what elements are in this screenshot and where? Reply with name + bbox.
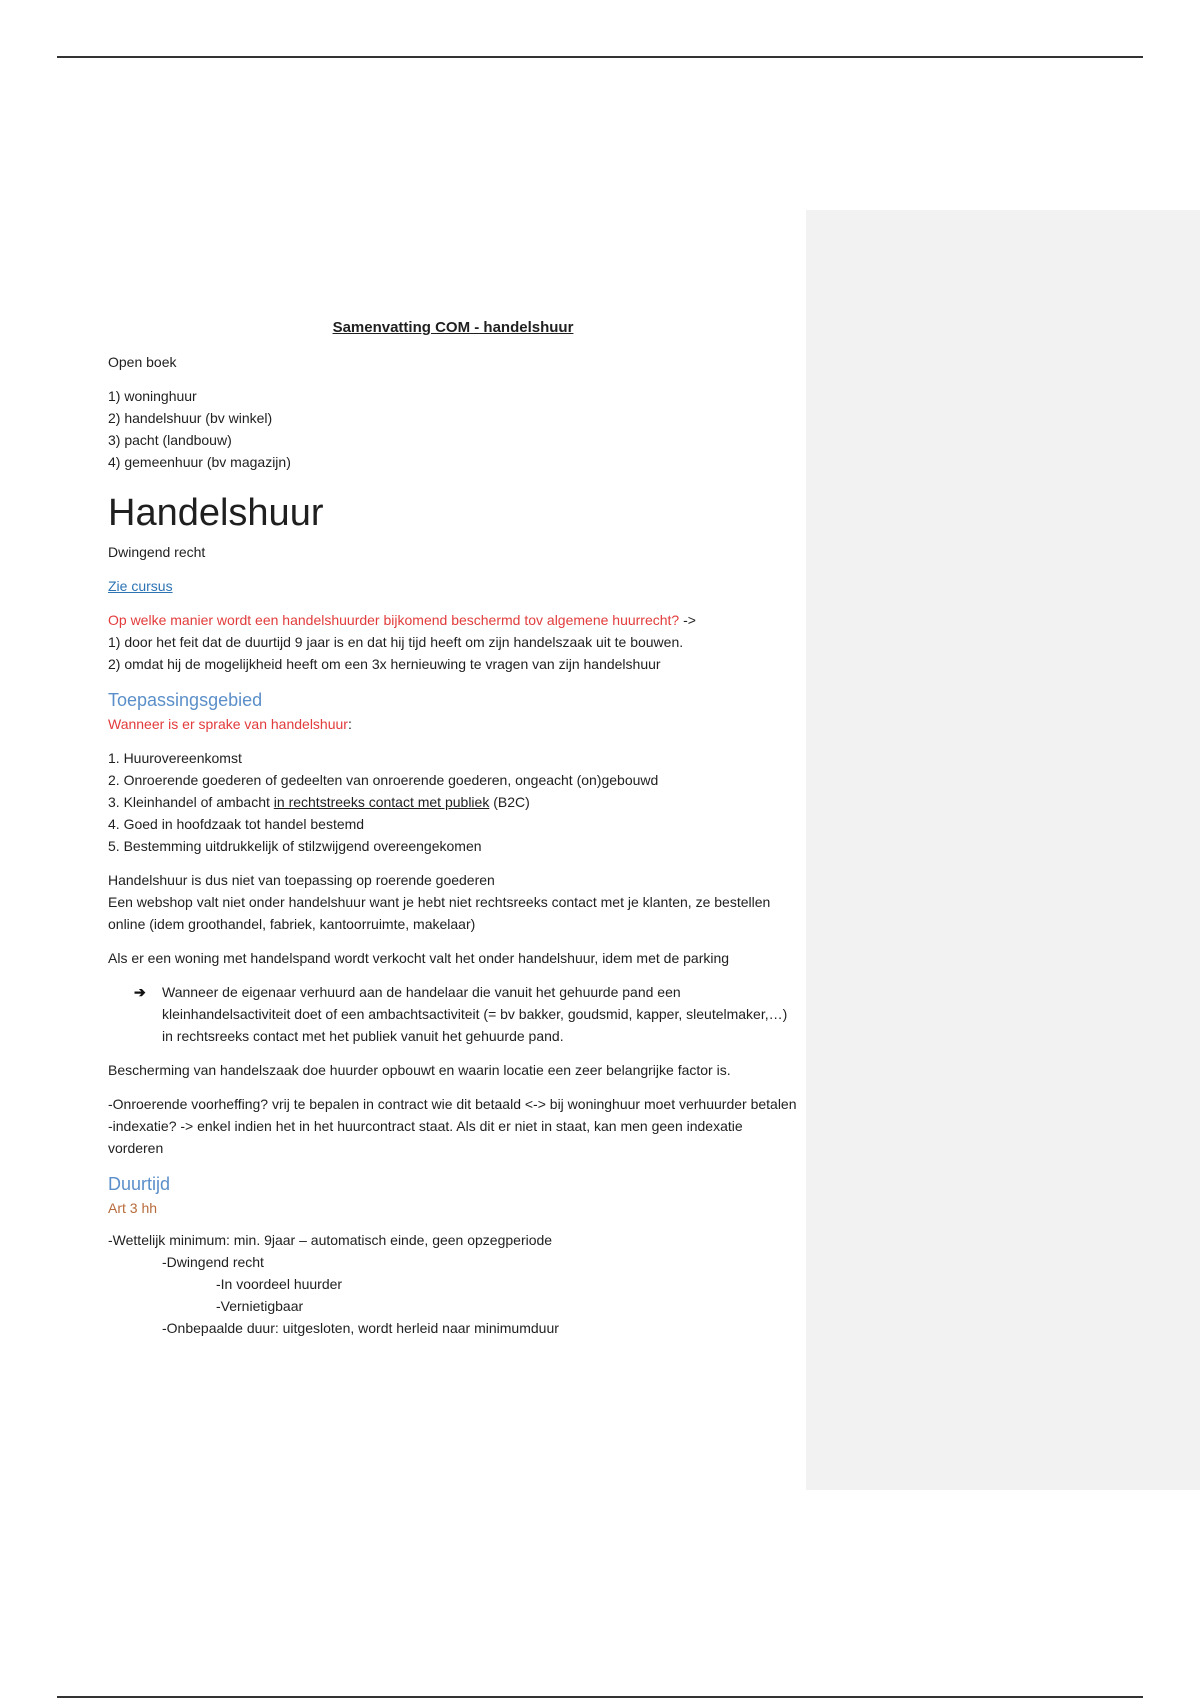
document-body: [108, 316, 798, 1339]
document-title: Samenvatting COM - handelshuur: [332, 319, 574, 336]
arrow-right-icon: ➔: [134, 984, 146, 1000]
arrow-text: Wanneer de eigenaar verhuurd aan de handelaar die vanuit het gehuurde pand een kleinhandelsactiviteit doet of een ambachtsactiviteit (= bv bakker, goudsmid, kapper, sleutelmaker,…) in rechtsreeks contact met het publiek vanuit het gehuurde pand.: [162, 984, 788, 1044]
list-item: 3) pacht (landbouw): [108, 432, 232, 448]
heading-handelshuur: Handelshuur: [108, 492, 324, 534]
zie-cursus-paragraph: [108, 575, 798, 597]
duur-line-4: -Vernietigbaar: [216, 1298, 304, 1314]
niet-toepassing-text: Handelshuur is dus niet van toepassing op roerende goederen: [108, 872, 495, 888]
title-wrap: [108, 316, 798, 339]
heading-toepassingsgebied: Toepassingsgebied: [108, 690, 263, 710]
list-item: [108, 791, 798, 813]
wanneer-colon: :: [347, 716, 352, 732]
open-boek-text: Open boek: [108, 354, 177, 370]
list-item: 2) handelshuur (bv winkel): [108, 410, 273, 426]
niet-toepassing-paragraph: [108, 869, 798, 935]
page-bottom-rule: [57, 1696, 1143, 1698]
dwingend-recht-text: Dwingend recht: [108, 544, 206, 560]
question-paragraph: [108, 609, 798, 675]
duur-line-3: -In voordeel huurder: [216, 1276, 343, 1292]
list-item: 1. Huurovereenkomst: [108, 750, 242, 766]
answer-2: 2) omdat hij de mogelijkheid heeft om een 3x hernieuwing te vragen van zijn handelshuur: [108, 656, 661, 672]
zie-cursus-link[interactable]: Zie cursus: [108, 578, 173, 594]
article-reference: Art 3 hh: [108, 1200, 158, 1216]
heading-duurtijd: Duurtijd: [108, 1174, 171, 1194]
woning-paragraph: Als er een woning met handelspand wordt verkocht valt het onder handelshuur, idem met de parking: [108, 950, 730, 966]
criteria-list: [108, 747, 798, 857]
intro-list: [108, 385, 798, 473]
list-item: 4. Goed in hoofdzaak tot handel bestemd: [108, 816, 365, 832]
comment-pane: [806, 210, 1200, 1490]
answer-1: 1) door het feit dat de duurtijd 9 jaar is en dat hij tijd heeft om zijn handelszaak uit te bouwen.: [108, 634, 684, 650]
duurtijd-block: [108, 1229, 798, 1339]
wanneer-text: Wanneer is er sprake van handelshuur: [108, 716, 348, 732]
wanneer-paragraph: [108, 713, 798, 735]
duur-line-1: -Wettelijk minimum: min. 9jaar – automatisch einde, geen opzegperiode: [108, 1232, 553, 1248]
criteria-3-pre: 3. Kleinhandel of ambacht: [108, 794, 274, 810]
duur-line-5: -Onbepaalde duur: uitgesloten, wordt herleid naar minimumduur: [162, 1320, 559, 1336]
question-arrow: ->: [679, 612, 696, 628]
criteria-3-underlined: in rechtstreeks contact met publiek: [273, 794, 490, 810]
list-item: 4) gemeenhuur (bv magazijn): [108, 454, 291, 470]
question-text: Op welke manier wordt een handelshuurder bijkomend beschermd tov algemene huurrecht?: [108, 612, 680, 628]
onroerend-paragraph: [108, 1093, 798, 1159]
list-item: 1) woninghuur: [108, 388, 197, 404]
list-item: 2. Onroerende goederen of gedeelten van onroerende goederen, ongeacht (on)gebouwd: [108, 772, 659, 788]
onroerend-text: -Onroerende voorheffing? vrij te bepalen in contract wie dit betaald <-> bij woninghuur moet verhuurder betalen: [108, 1096, 797, 1112]
duur-line-2: -Dwingend recht: [162, 1254, 264, 1270]
arrow-block: [108, 981, 798, 1047]
list-item: 5. Bestemming uitdrukkelijk of stilzwijgend overeengekomen: [108, 838, 482, 854]
page-top-rule: [57, 56, 1143, 58]
indexatie-text: -indexatie? -> enkel indien het in het huurcontract staat. Als dit er niet in staat, kan men geen indexatie vorderen: [108, 1118, 743, 1156]
webshop-text: Een webshop valt niet onder handelshuur want je hebt niet rechtsreeks contact met je klanten, ze bestellen online (idem groothandel, fabriek, kantoorruimte, makelaar): [108, 894, 771, 932]
bescherming-paragraph: Bescherming van handelszaak doe huurder opbouwt en waarin locatie een zeer belangrijke factor is.: [108, 1062, 731, 1078]
criteria-3-post: (B2C): [489, 794, 530, 810]
